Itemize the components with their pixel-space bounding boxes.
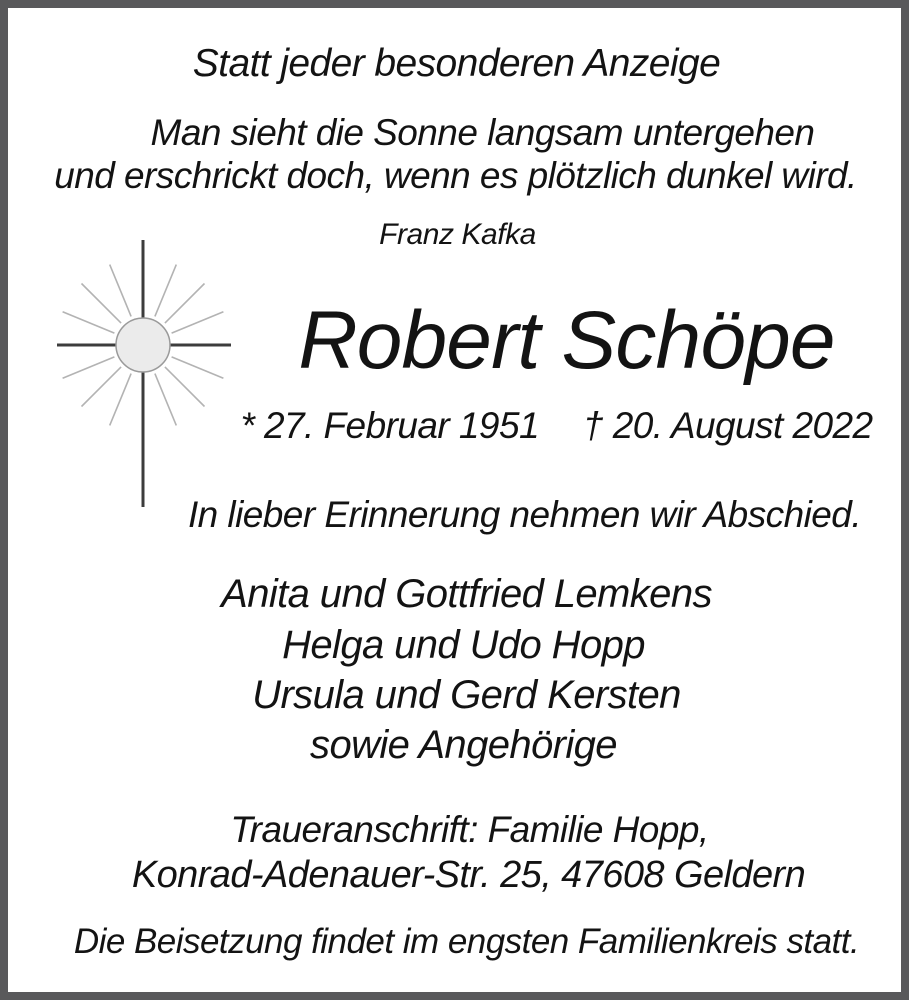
mourning-address-line-2: Konrad-Adenauer-Str. 25, 47608 Geldern <box>131 854 806 896</box>
mourner-line: sowie Angehörige <box>310 723 617 767</box>
quote-line-2: und erschrickt doch, wenn es plötzlich dunkel wird. <box>54 155 857 196</box>
mourner-line: Ursula und Gerd Kersten <box>252 673 681 717</box>
mourner-line: Anita und Gottfried Lemkens <box>221 572 712 616</box>
birth-date: * 27. Februar 1951 <box>240 405 539 446</box>
farewell-line: In lieber Erinnerung nehmen wir Abschied. <box>187 494 862 535</box>
deceased-name: Robert Schöpe <box>298 295 835 386</box>
funeral-note: Die Beisetzung findet im engsten Familienkreis statt. <box>73 922 860 961</box>
death-date: † 20. August 2022 <box>583 405 873 446</box>
mourning-address-line-1: Traueranschrift: Familie Hopp, <box>230 809 709 850</box>
quote-line-1: Man sieht die Sonne langsam untergehen <box>150 112 815 153</box>
life-dates <box>110 407 909 444</box>
notice-header: Statt jeder besonderen Anzeige <box>192 42 721 85</box>
mourner-line: Helga und Udo Hopp <box>282 623 645 667</box>
quote-attribution: Franz Kafka <box>379 218 536 251</box>
